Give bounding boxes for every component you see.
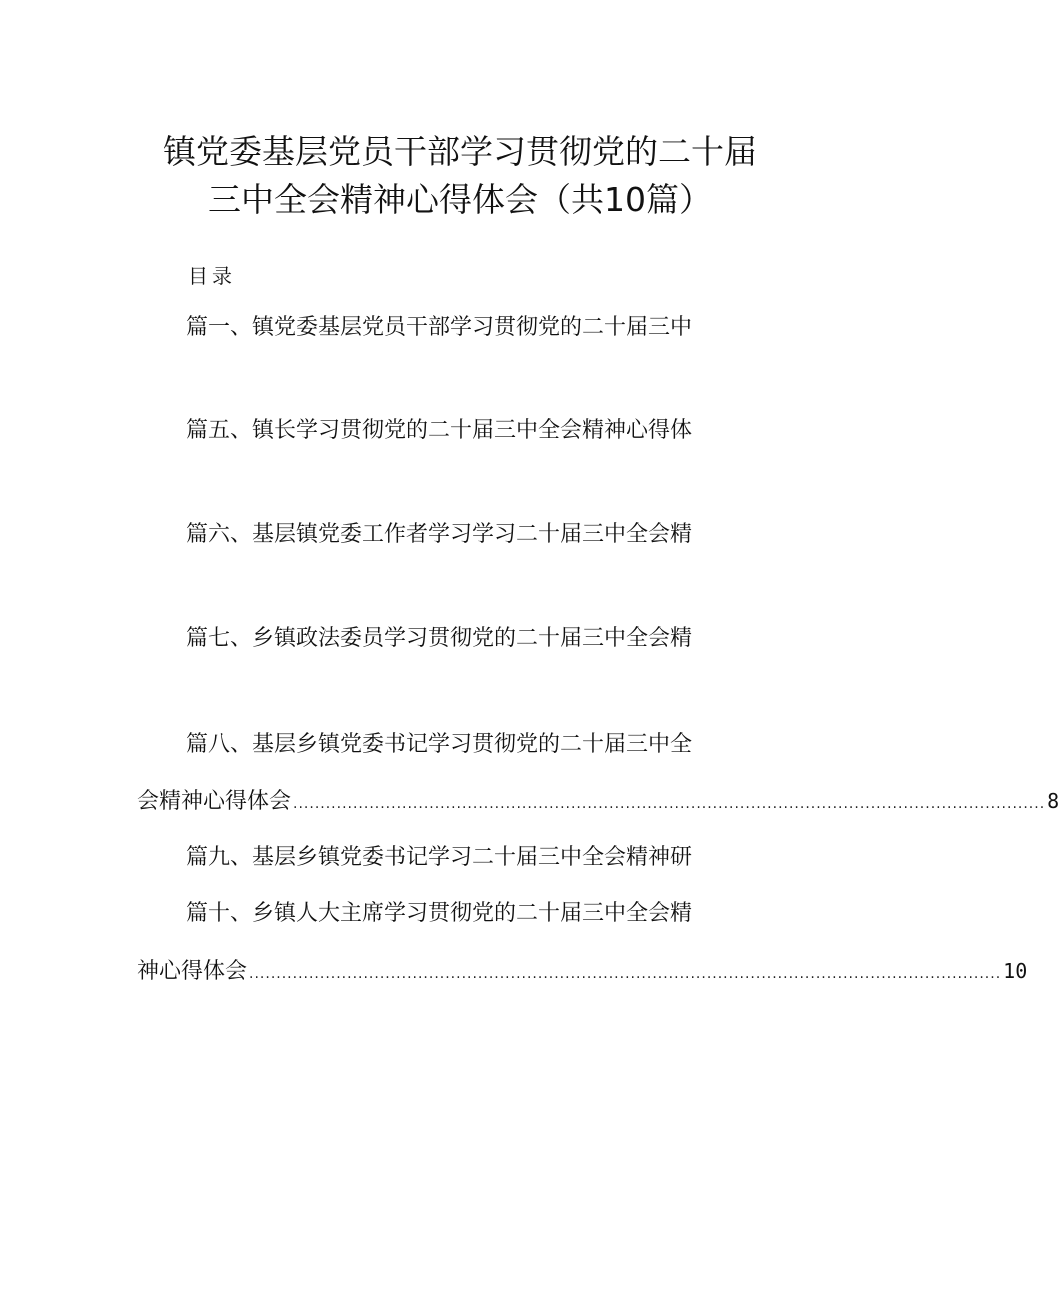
toc-entry-8-continuation[interactable] bbox=[137, 787, 1059, 818]
toc-entry-10-page-number: 10 bbox=[1003, 959, 1028, 983]
dot-leader: .......................................................................................................................................... bbox=[293, 796, 1046, 812]
dot-leader: .......................................................................................................................................... bbox=[249, 966, 1002, 982]
toc-entry-6[interactable]: 篇六、基层镇党委工作者学习学习二十届三中全会精 bbox=[186, 522, 693, 547]
toc-entry-7[interactable]: 篇七、乡镇政法委员学习贯彻党的二十届三中全会精 bbox=[186, 626, 693, 651]
toc-entry-9[interactable]: 篇九、基层乡镇党委书记学习二十届三中全会精神研 bbox=[186, 845, 693, 870]
toc-entry-10-cont-text: 神心得体会 bbox=[137, 959, 248, 984]
document-title bbox=[0, 128, 920, 224]
toc-heading: 目录 bbox=[188, 264, 236, 288]
toc-entry-10[interactable]: 篇十、乡镇人大主席学习贯彻党的二十届三中全会精 bbox=[186, 901, 693, 926]
toc-entry-5[interactable]: 篇五、镇长学习贯彻党的二十届三中全会精神心得体 bbox=[186, 418, 693, 443]
toc-entry-10-continuation[interactable] bbox=[137, 957, 1028, 988]
title-line-1: 镇党委基层党员干部学习贯彻党的二十届 bbox=[163, 132, 757, 171]
toc-entry-8-cont-text: 会精神心得体会 bbox=[137, 789, 292, 814]
toc-entry-1[interactable]: 篇一、镇党委基层党员干部学习贯彻党的二十届三中 bbox=[186, 315, 693, 340]
toc-entry-8[interactable]: 篇八、基层乡镇党委书记学习贯彻党的二十届三中全 bbox=[186, 732, 693, 757]
toc-entry-8-page-number: 8 bbox=[1047, 789, 1059, 813]
title-line-2: 三中全会精神心得体会（共10篇） bbox=[208, 180, 712, 219]
